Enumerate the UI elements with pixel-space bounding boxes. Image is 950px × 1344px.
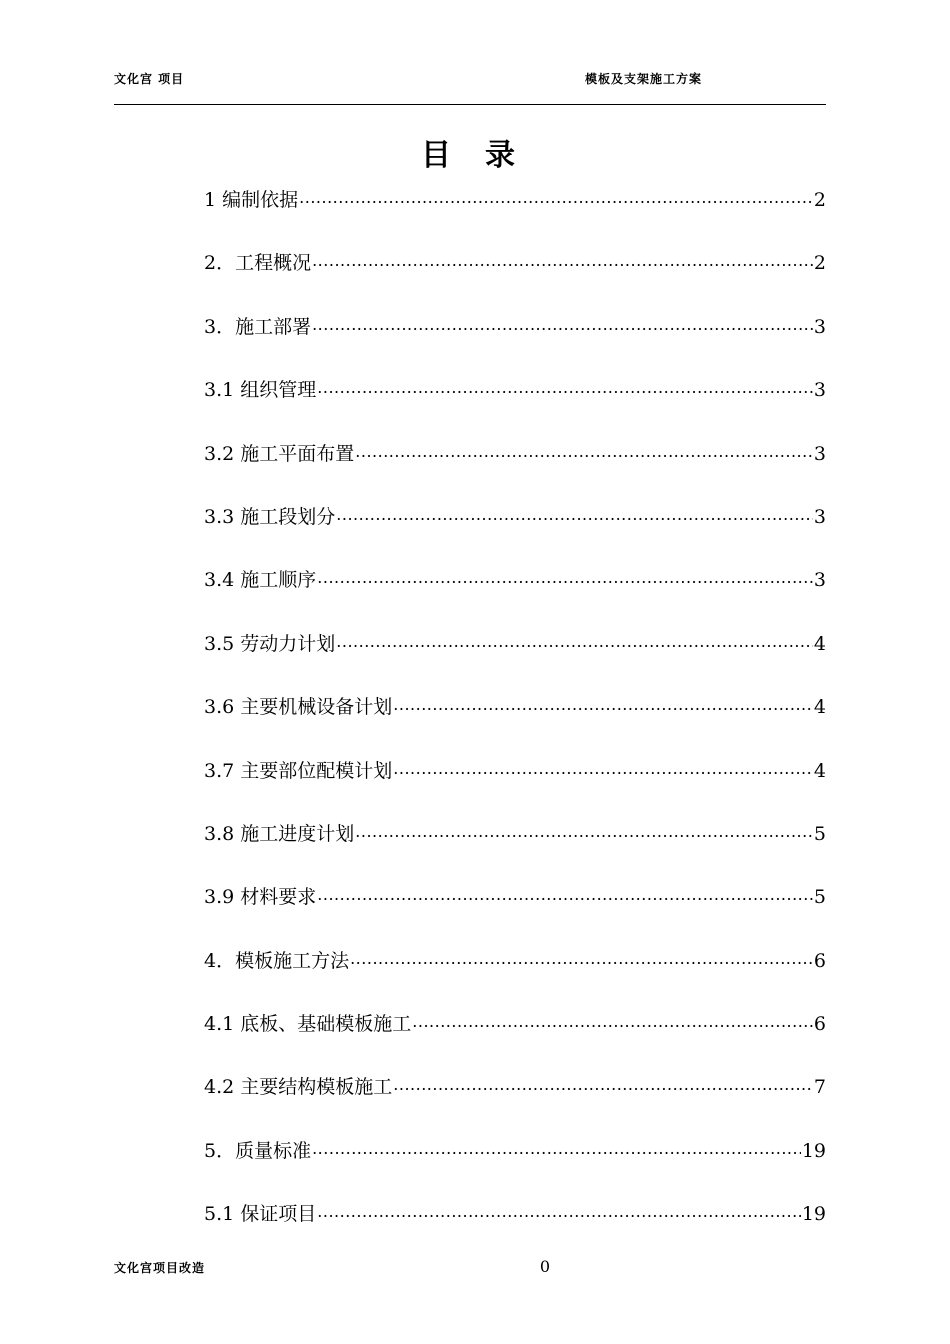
toc-leader-dots	[317, 374, 813, 396]
toc-entry[interactable]	[204, 1071, 826, 1134]
toc-entry-page: 3	[813, 505, 826, 528]
table-of-contents	[204, 184, 826, 1262]
header-project-name: 文化宫 项目	[114, 72, 185, 86]
toc-entry-page: 19	[801, 1139, 826, 1162]
toc-entry-label: 3.1 组织管理	[204, 379, 317, 402]
toc-entry[interactable]	[204, 945, 826, 1008]
toc-entry-page: 3	[813, 569, 826, 592]
toc-entry-label: 4.1 底板、基础模板施工	[204, 1013, 412, 1036]
toc-entry-label: 3.3 施工段划分	[204, 505, 336, 528]
toc-entry-label: 3．施工部署	[204, 315, 312, 338]
toc-entry-label: 3.7 主要部位配模计划	[204, 759, 393, 782]
toc-entry-page: 4	[813, 696, 826, 719]
toc-entry-page: 3	[813, 442, 826, 465]
toc-entry[interactable]	[204, 691, 826, 754]
toc-entry-label: 2．工程概况	[204, 252, 312, 275]
toc-entry[interactable]	[204, 184, 826, 247]
toc-entry-label: 1 编制依据	[204, 189, 299, 211]
toc-entry-page: 2	[813, 189, 826, 211]
toc-entry[interactable]	[204, 1135, 826, 1198]
toc-leader-dots	[312, 1135, 801, 1157]
toc-entry-label: 3.4 施工顺序	[204, 569, 317, 592]
toc-entry[interactable]	[204, 628, 826, 691]
toc-entry-page: 2	[813, 252, 826, 275]
toc-entry[interactable]	[204, 1008, 826, 1071]
toc-entry-page: 5	[813, 886, 826, 909]
toc-entry-label: 5．质量标准	[204, 1139, 312, 1162]
toc-leader-dots	[412, 1008, 813, 1030]
toc-leader-dots	[317, 564, 813, 586]
toc-entry[interactable]	[204, 438, 826, 501]
toc-leader-dots	[393, 755, 813, 777]
toc-entry-page: 6	[813, 949, 826, 972]
toc-entry-page: 7	[813, 1076, 826, 1099]
toc-entry-label: 3.6 主要机械设备计划	[204, 696, 393, 719]
toc-leader-dots	[317, 881, 813, 903]
toc-leader-dots	[312, 311, 813, 333]
toc-entry-label: 4.2 主要结构模板施工	[204, 1076, 393, 1099]
toc-leader-dots	[299, 184, 813, 206]
toc-entry[interactable]	[204, 311, 826, 374]
toc-entry-label: 4．模板施工方法	[204, 949, 350, 972]
toc-entry[interactable]	[204, 501, 826, 564]
footer-project-name: 文化宫项目改造	[114, 1261, 206, 1275]
toc-entry-page: 6	[813, 1013, 826, 1036]
toc-leader-dots	[355, 818, 813, 840]
toc-entry[interactable]	[204, 881, 826, 944]
toc-leader-dots	[393, 1071, 813, 1093]
toc-entry-page: 19	[801, 1203, 826, 1226]
footer-page-number: 0	[539, 1257, 551, 1276]
toc-entry[interactable]	[204, 564, 826, 627]
toc-entry-page: 3	[813, 379, 826, 402]
toc-leader-dots	[350, 945, 813, 967]
toc-leader-dots	[336, 628, 813, 650]
toc-entry-label: 3.9 材料要求	[204, 886, 317, 909]
toc-leader-dots	[393, 691, 813, 713]
toc-entry-label: 3.2 施工平面布置	[204, 442, 355, 465]
toc-entry[interactable]	[204, 374, 826, 437]
toc-entry-label: 5.1 保证项目	[204, 1203, 317, 1226]
toc-entry[interactable]	[204, 818, 826, 881]
toc-entry-page: 5	[813, 822, 826, 845]
toc-leader-dots	[355, 438, 813, 460]
toc-entry[interactable]	[204, 755, 826, 818]
toc-entry[interactable]	[204, 1198, 826, 1261]
toc-entry[interactable]	[204, 247, 826, 310]
header-divider	[114, 104, 826, 105]
toc-entry-page: 3	[813, 315, 826, 338]
header-document-title: 模板及支架施工方案	[585, 72, 703, 86]
toc-entry-label: 3.5 劳动力计划	[204, 632, 336, 655]
toc-entry-page: 4	[813, 632, 826, 655]
toc-leader-dots	[336, 501, 813, 523]
toc-leader-dots	[317, 1198, 801, 1220]
toc-entry-page: 4	[813, 759, 826, 782]
page-title: 目录	[421, 138, 549, 173]
toc-leader-dots	[312, 247, 813, 269]
toc-entry-label: 3.8 施工进度计划	[204, 822, 355, 845]
